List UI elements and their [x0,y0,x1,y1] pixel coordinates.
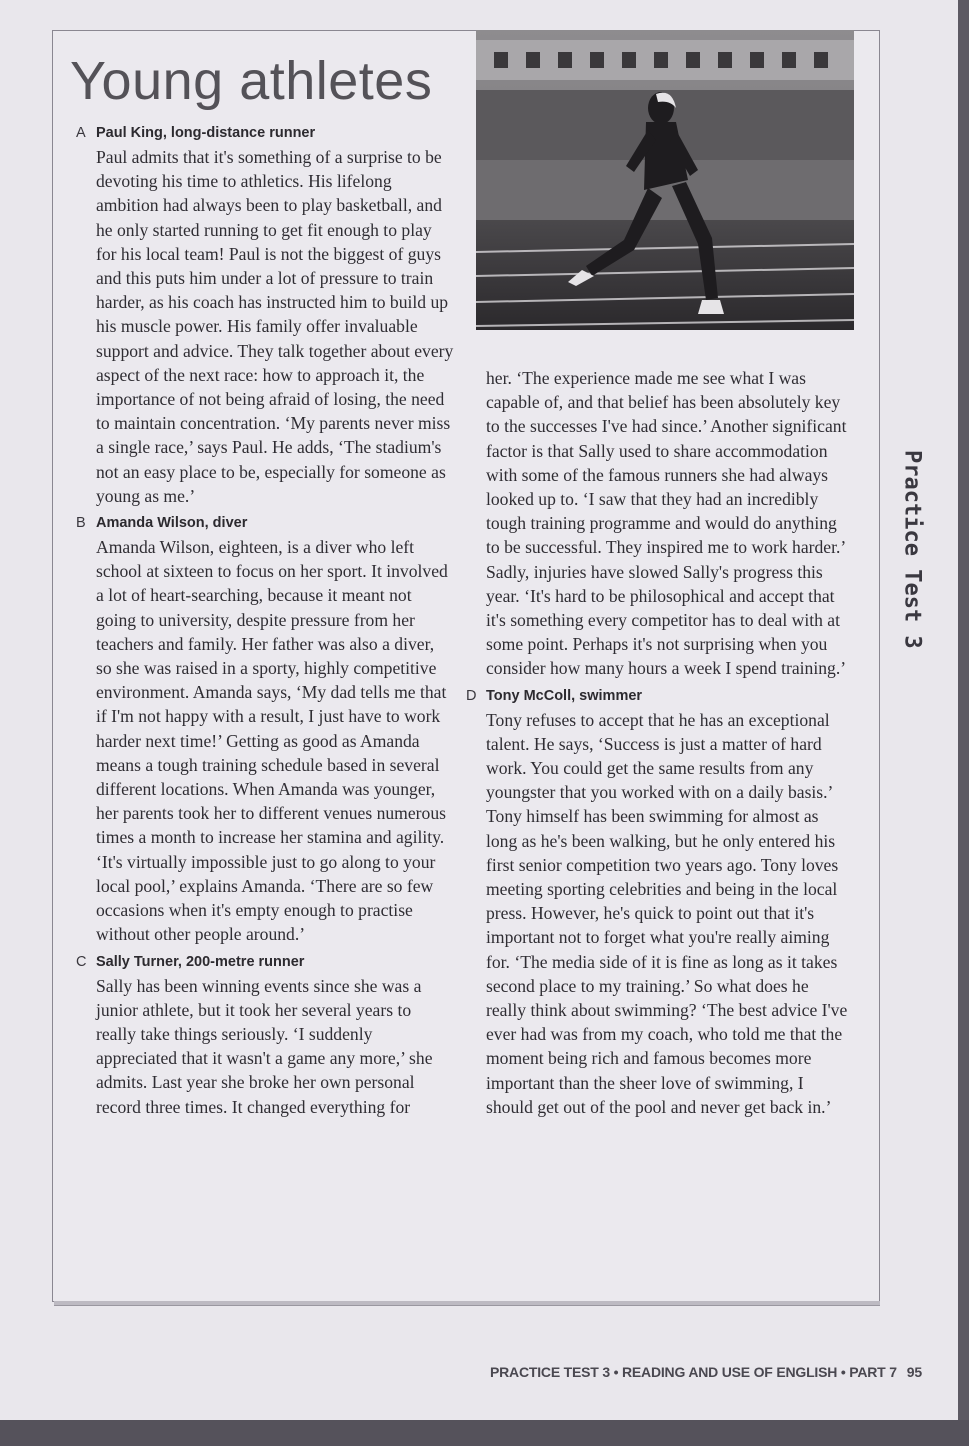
right-column [466,366,848,1119]
side-label-text: Practice Test 3 [899,450,925,649]
section-b-heading [76,511,454,535]
section-d-heading-text: Tony McColl, swimmer [486,687,643,704]
left-column [76,121,454,1119]
section-d-heading [466,684,848,708]
section-d [466,684,848,1119]
section-c-heading-text: Sally Turner, 200-metre runner [96,953,305,970]
footer-text: PRACTICE TEST 3 • READING AND USE OF ENGLISH • PART 7 [490,1364,897,1380]
section-b-letter: B [76,515,86,532]
runner-photo-icon [476,30,854,330]
section-d-text: Tony refuses to accept that he has an exceptional talent. He says, ‘Success is just a matter of hard work. You could get the same results from any youngster that you worked with on a daily basis.’ Tony himself has been swimming for almost as long as he's been walking, but he only entered his first senior competition two years ago. Tony loves meeting sporting celebrities and being in the local press. However, he's quick to point out that it's important not to forget what you're really aiming for. ‘The media side of it is fine as long as it takes second place to my training.’ So what does he really think about swimming? ‘The best advice I've ever had was from my coach, who told me that the moment being rich and famous becomes more important than the sheer love of swimming, I should get out of the pool and never get back in.’ [486,709,848,1117]
page-number: 95 [906,1364,922,1380]
section-b-heading-text: Amanda Wilson, diver [96,515,248,532]
section-a-letter: A [76,125,86,141]
runner-photo [476,30,854,330]
section-d-letter: D [466,687,477,704]
box-shadow-rule [54,1301,880,1306]
section-c-text-part1: Sally has been winning events since she was a junior athlete, but it took her several years to really take things seriously. ‘I suddenly appreciated that it wasn't a game any more,’ she admits. Last year she broke her own personal record three times. It changed everything for [96,975,433,1117]
page-footer [490,1364,922,1380]
section-a [76,121,454,508]
background-surface [0,1420,969,1446]
section-c [76,950,454,1119]
page-title: Young athletes [70,51,433,111]
side-label [892,450,932,649]
section-c-letter: C [76,953,87,970]
section-a-text: Paul admits that it's something of a surprise to be devoting his time to athletics. His lifelong ambition had always been to play basketball, and he only started running to get fit enough to play for his local team! Paul is not the biggest of guys and this puts him under a lot of pressure to train harder, as his coach has instructed him to build up his muscle power. His family offer invaluable support and advice. They talk together about every aspect of the next race: how to approach it, the importance of not being afraid of losing, the need to maintain concentration. ‘My parents never miss a single race,’ says Paul. He adds, ‘The stadium's not an easy place to be, especially for someone as young as me.’ [96,147,454,506]
section-c-heading [76,950,454,974]
section-a-heading [76,121,454,145]
section-a-heading-text: Paul King, long-distance runner [96,125,316,141]
section-b-text: Amanda Wilson, eighteen, is a diver who left school at sixteen to focus on her sport. It involved a lot of heart-searching, because it meant not going to university, despite pressure from her teachers and family. Her father was also a diver, so she was raised in a sporty, highly competitive environment. Amanda says, ‘My dad tells me that if I'm not happy with a result, I just have to work harder next time!’ Getting as good as Amanda means a tough training schedule based in several different locations. When Amanda was younger, her parents took her to different venues numerous times a month to increase her stamina and agility. ‘It's virtually impossible just to go along to your local pool,’ explains Amanda. ‘There are so few occasions when it's empty enough to practise without other people around.’ [96,537,448,945]
section-c-text-part2: her. ‘The experience made me see what I was capable of, and that belief has been absolutely key to the successes I've had since.’ Another significant factor is that Sally used to share accommodation with some of the famous runners she had always looked up to. ‘I saw that they had an incredibly tough training programme and would do anything to be successful. They inspired me to work harder.’ Sadly, injuries have slowed Sally's progress this year. ‘It's hard to be philosophical and accept that it's something every competitor has to deal with at some point. Perhaps it's not surprising when you consider how many hours a week I spend training.’ [486,368,847,679]
section-b [76,511,454,946]
